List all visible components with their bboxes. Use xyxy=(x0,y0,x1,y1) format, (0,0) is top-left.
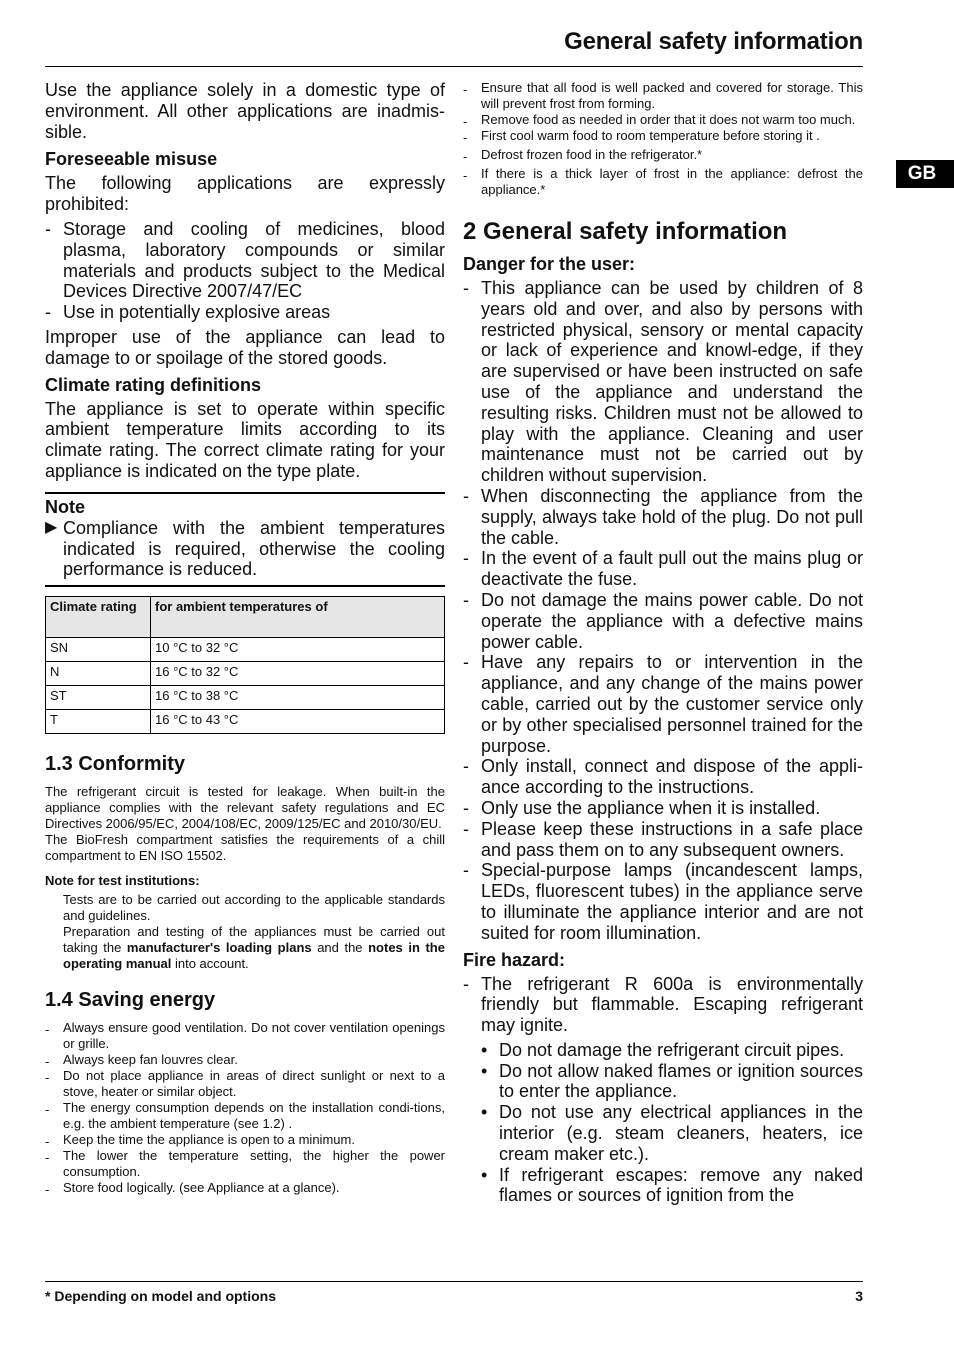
list-item: - The energy consumption depends on the installation condi-tions, e.g. the ambient temperature (see 1.2) . xyxy=(45,1100,445,1132)
list-item: - This appliance can be used by children of 8 years old and over, and also by persons with restricted physical, sensory or mental capacity or lack of experience and knowl-edge, if they are supervised or have been instructed on safe use of the appliance and understand the resulting risks. Children must not be allowed to play with the appliance. Cleaning and user maintenance must not be carried out by children without supervision. xyxy=(463,278,863,486)
misuse-list xyxy=(45,219,445,323)
climate-heading: Climate rating definitions xyxy=(45,374,262,395)
arrow-right-icon: ▶ xyxy=(45,518,58,536)
list-item: • Do not damage the refrigerant circuit pipes. xyxy=(481,1039,845,1060)
list-item: - Do not damage the mains power cable. Do not operate the appliance with a defective mains power cable. xyxy=(463,589,863,652)
test-paragraph: Preparation and testing of the appliances must be carried out taking the manufacturer's loading plans and the notes in the operating manual into account. xyxy=(63,924,445,972)
list-item: - Remove food as needed in order that it does not warm too much. xyxy=(463,112,856,129)
list-item: - The refrigerant R 600a is environmentally friendly but flammable. Escaping refrigerant may ignite. xyxy=(463,973,863,1036)
intro-text: Use the appliance solely in a domestic type of environment. All other applications are inadmis-sible. xyxy=(45,80,445,142)
left-column xyxy=(45,80,445,1196)
table-cell: T xyxy=(46,710,151,734)
table-row xyxy=(46,710,445,734)
section-heading: 2 General safety information xyxy=(463,218,788,245)
table-cell: 16 °C to 43 °C xyxy=(151,710,445,734)
list-item: - Keep the time the appliance is open to a minimum. xyxy=(45,1132,355,1150)
table-cell: SN xyxy=(46,638,151,662)
table-row xyxy=(46,638,445,662)
conformity-paragraph: The BioFresh compartment satisfies the requirements of a chill compartment to EN ISO 15502. xyxy=(45,832,445,864)
table-cell: 16 °C to 38 °C xyxy=(151,686,445,710)
list-item: - Have any repairs to or intervention in the appliance, and any change of the mains power cable, carried out by the customer service only or by other specialised personnel trained for the purpose. xyxy=(463,652,863,756)
list-item: - Always keep fan louvres clear. xyxy=(45,1052,238,1070)
fire-bullet-list xyxy=(481,1040,863,1206)
table-cell: N xyxy=(46,662,151,686)
list-item: - Only install, connect and dispose of the appli-ance according to the instructions. xyxy=(463,756,863,798)
list-item: - Store food logically. (see Appliance at a glance). xyxy=(45,1180,340,1198)
list-item: - Ensure that all food is well packed and covered for storage. This will prevent frost from forming. xyxy=(463,80,863,111)
list-item: - Only use the appliance when it is installed. xyxy=(463,797,821,818)
table-cell: 10 °C to 32 °C xyxy=(151,638,445,662)
fire-list xyxy=(463,974,863,1036)
list-item: - The lower the temperature setting, the higher the power consumption. xyxy=(45,1148,445,1180)
storage-tips-list xyxy=(463,80,863,198)
list-item: - First cool warm food to room temperature before storing it . xyxy=(463,128,820,145)
table-header-cell: for ambient temperatures of xyxy=(151,597,445,638)
page-title: General safety information xyxy=(564,28,863,55)
list-item: - In the event of a fault pull out the mains plug or deactivate the fuse. xyxy=(463,548,863,590)
climate-text: The appliance is set to operate within specific ambient temperature limits according to its climate rating. The correct climate rating for your appliance is indicated on the type plate. xyxy=(45,398,445,481)
conformity-paragraph: The refrigerant circuit is tested for leakage. When built-in the appliance complies with the relevant safety regulations and EC Directives 2006/95/EC, 2004/108/EC, 2009/125/EC and 2010/30/EU. xyxy=(45,784,445,832)
test-institutions-heading: Note for test institutions: xyxy=(45,873,200,889)
list-item: • Do not allow naked flames or ignition sources to enter the appliance. xyxy=(481,1060,863,1102)
note-item: ▶ Compliance with the ambient temperatures indicated is required, otherwise the cooling performance is reduced. xyxy=(45,517,445,580)
list-item: • Do not use any electrical appliances in the interior (e.g. steam cleaners, heaters, ice cream maker etc.). xyxy=(481,1102,863,1164)
list-item: - Always ensure good ventilation. Do not cover ventilation openings or grille. xyxy=(45,1020,445,1052)
page-number: 3 xyxy=(855,1288,863,1304)
list-item: - Storage and cooling of medicines, blood plasma, laboratory compounds or similar materials and products subject to the Medical Devices Directive 2007/47/EC xyxy=(45,218,445,302)
language-tab: GB xyxy=(896,160,954,188)
table-cell: ST xyxy=(46,686,151,710)
misuse-text: The following applications are expressly prohibited: xyxy=(45,173,445,215)
footer-note: * Depending on model and options xyxy=(45,1288,276,1304)
danger-heading: Danger for the user: xyxy=(463,254,636,274)
footer-rule xyxy=(45,1281,863,1282)
list-item: - Please keep these instructions in a safe place and pass them on to any subsequent owners. xyxy=(463,818,863,860)
header-rule xyxy=(45,66,863,67)
misuse-heading: Foreseeable misuse xyxy=(45,149,218,170)
table-row xyxy=(46,662,445,686)
test-paragraph: Tests are to be carried out according to the applicable standards and guidelines. xyxy=(63,892,445,924)
list-item: - Use in potentially explosive areas xyxy=(45,302,331,323)
list-item: - If there is a thick layer of frost in the appliance: defrost the appliance.* xyxy=(463,166,863,197)
improper-use-text: Improper use of the appliance can lead to damage to or spoilage of the stored goods. xyxy=(45,326,445,368)
danger-list xyxy=(463,278,863,944)
saving-energy-heading: 1.4 Saving energy xyxy=(45,989,216,1012)
table-header-row xyxy=(46,597,445,638)
list-item: • If refrigerant escapes: remove any naked flames or sources of ignition from the xyxy=(481,1164,863,1206)
list-item: - Do not place appliance in areas of direct sunlight or next to a stove, heater or similar object. xyxy=(45,1068,445,1100)
table-row xyxy=(46,686,445,710)
note-title: Note xyxy=(45,496,85,517)
saving-energy-list xyxy=(45,1020,445,1196)
table-header-cell: Climate rating xyxy=(46,597,151,638)
list-item: - Special-purpose lamps (incandescent lamps, LEDs, fluorescent tubes) in the appliance serve to illuminate the appliance interior and are not suited for room illumination. xyxy=(463,860,863,943)
list-item: - When disconnecting the appliance from the supply, always take hold of the plug. Do not pull the cable. xyxy=(463,485,863,548)
right-column xyxy=(463,80,863,1206)
climate-table xyxy=(45,596,445,734)
table-cell: 16 °C to 32 °C xyxy=(151,662,445,686)
conformity-heading: 1.3 Conformity xyxy=(45,753,186,776)
list-item: - Defrost frozen food in the refrigerator.* xyxy=(463,147,703,164)
note-box xyxy=(45,492,445,587)
fire-hazard-heading: Fire hazard: xyxy=(463,949,566,970)
